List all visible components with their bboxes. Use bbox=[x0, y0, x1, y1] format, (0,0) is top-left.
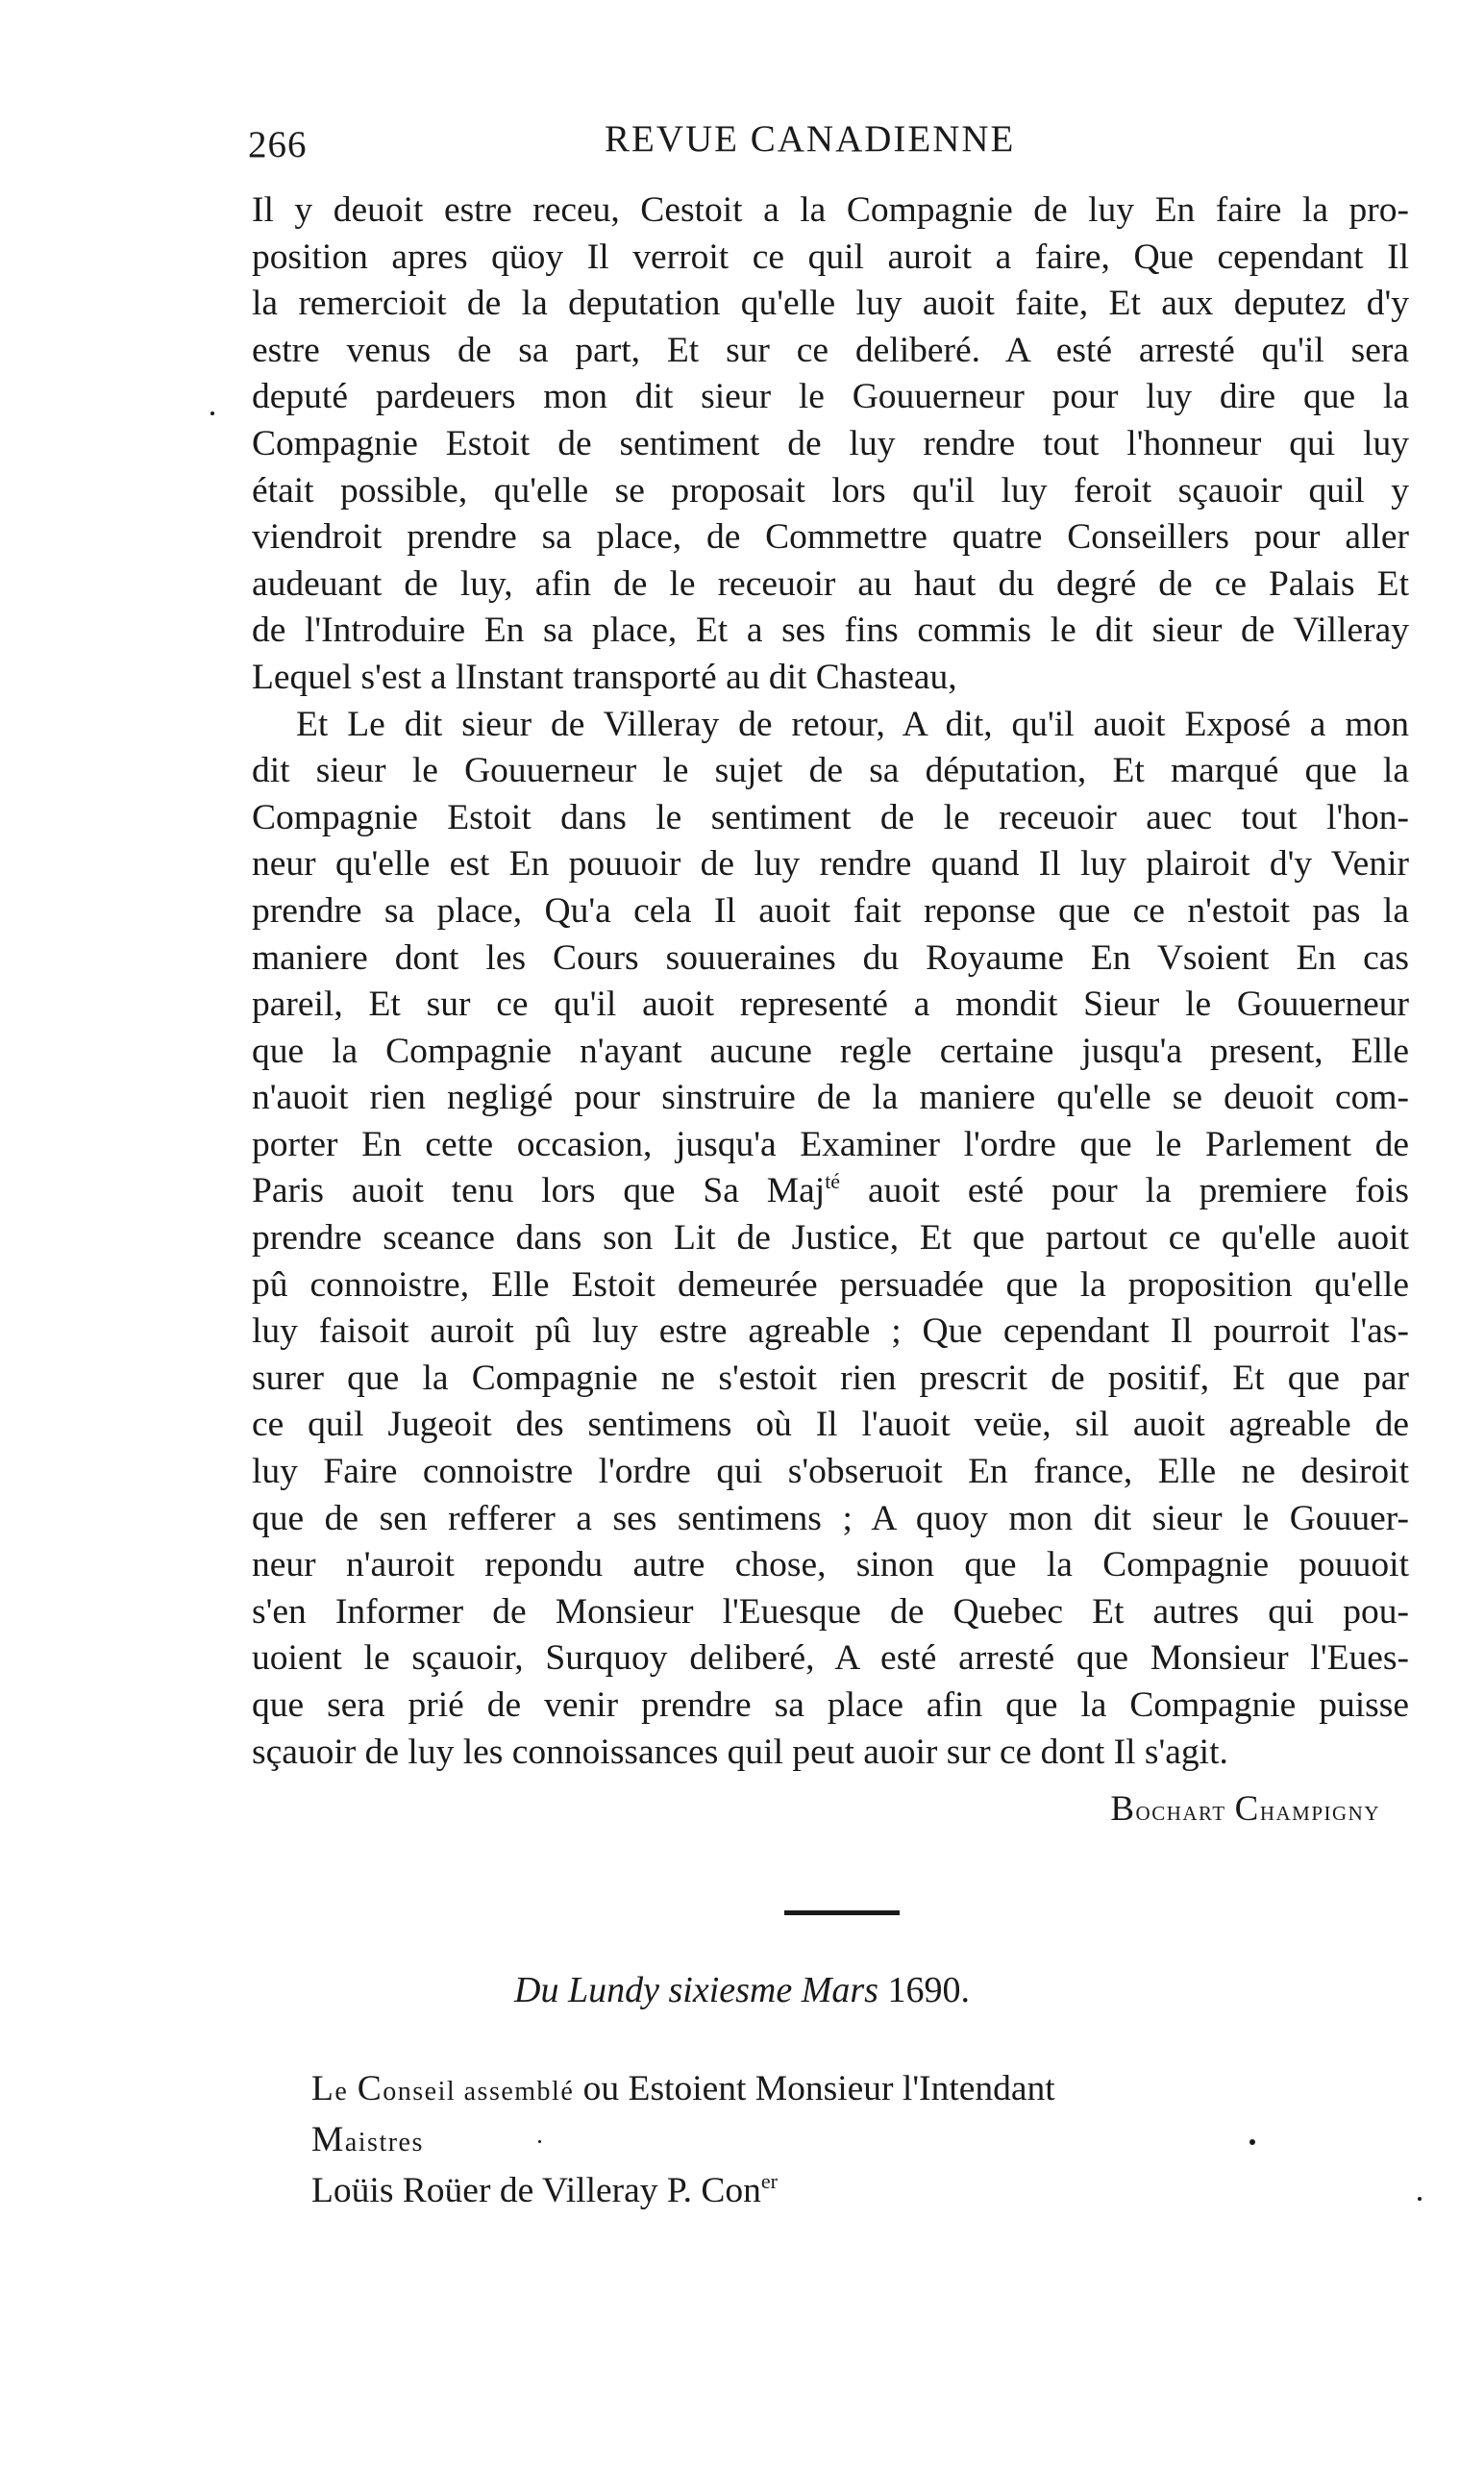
date-heading-year: 1690. bbox=[887, 1970, 970, 2010]
council-line-text: Loüis Roüer de Villeray P. Con bbox=[311, 2171, 761, 2210]
signature-text: hampigny bbox=[1259, 1795, 1380, 1827]
running-title: REVUE CANADIENNE bbox=[605, 118, 1016, 160]
council-line bbox=[311, 2167, 1055, 2215]
text-line: uoient le sçauoir, Surquoy deliberé, A esté arresté que Monsieur l'Eues- bbox=[252, 1638, 1409, 1679]
body-text bbox=[252, 187, 1409, 1776]
text-line: Lequel s'est a lInstant transporté au dit Chasteau, bbox=[252, 657, 957, 697]
text-line: maniere dont les Cours souueraines du Royaume En Vsoient En cas bbox=[252, 937, 1409, 978]
council-line bbox=[311, 2065, 1055, 2116]
signature bbox=[1110, 1788, 1380, 1830]
text-line: dit sieur le Gouuerneur le sujet de sa députation, Et marqué que la bbox=[252, 751, 1409, 791]
council-line bbox=[311, 2116, 1055, 2167]
text-line: pareil, Et sur ce qu'il auoit representé a mondit Sieur le Gouuerneur bbox=[252, 985, 1409, 1025]
small-caps-text: onseil assemblé bbox=[383, 2077, 575, 2107]
section-date-heading bbox=[0, 1969, 1484, 2011]
page-header bbox=[248, 117, 1401, 175]
text-line: n'auoit rien negligé pour sinstruire de la maniere qu'elle se deuoit com- bbox=[252, 1078, 1409, 1118]
line-segment: auoit esté pour la premiere fois bbox=[840, 1171, 1409, 1211]
text-line: neur qu'elle est En pouuoir de luy rendre quand Il luy plairoit d'y Venir bbox=[252, 844, 1409, 885]
page-number: 266 bbox=[248, 124, 308, 165]
text-line: la remercioit de la deputation qu'elle luy auoit faite, Et aux deputez d'y bbox=[252, 284, 1409, 324]
text-line: Compagnie Estoit de sentiment de luy rendre tout l'honneur qui luy bbox=[252, 423, 1409, 463]
text-line: viendroit prendre sa place, de Commettre quatre Conseillers pour aller bbox=[252, 517, 1409, 558]
text-line: audeuant de luy, afin de le receuoir au haut du degré de ce Palais Et bbox=[252, 563, 1409, 604]
small-caps-text: aistres bbox=[344, 2128, 424, 2157]
text-line: Il y deuoit estre receu, Cestoit a la Compagnie de luy En faire la pro- bbox=[252, 190, 1409, 230]
signature-initial: B bbox=[1110, 1789, 1136, 1829]
council-line-text: ou Estoient Monsieur l'Intendant bbox=[574, 2069, 1055, 2108]
text-line: prendre sceance dans son Lit de Justice, Et que partout ce qu'elle auoit bbox=[252, 1218, 1409, 1259]
small-caps-initial: C bbox=[357, 2069, 383, 2108]
paper-speck bbox=[1418, 2197, 1422, 2201]
superscript: er bbox=[760, 2169, 778, 2193]
paper-speck bbox=[1249, 2139, 1255, 2145]
text-line: pû connoistre, Elle Estoit demeurée persuadée que la proposition qu'elle bbox=[252, 1264, 1409, 1305]
text-line: position apres qüoy Il verroit ce quil auroit a faire, Que cependant Il bbox=[252, 237, 1409, 277]
text-line: luy faisoit auroit pû luy estre agreable ; Que cependant Il pourroit l'as- bbox=[252, 1311, 1409, 1352]
text-line: de l'Introduire En sa place, Et a ses fins commis le dit sieur de Villeray bbox=[252, 611, 1409, 651]
text-line: que de sen refferer a ses sentimens ; A quoy mon dit sieur le Gouuer- bbox=[252, 1498, 1409, 1538]
text-line: estre venus de sa part, Et sur ce deliberé. A esté arresté qu'il sera bbox=[252, 330, 1409, 370]
paper-speck bbox=[210, 412, 214, 415]
text-line: luy Faire connoistre l'ordre qui s'obseruoit En france, Elle ne desiroit bbox=[252, 1452, 1409, 1492]
text-line: prendre sa place, Qu'a cela Il auoit fait reponse que ce n'estoit pas la bbox=[252, 890, 1409, 931]
paper-speck bbox=[538, 2140, 541, 2143]
superscript: té bbox=[825, 1169, 841, 1194]
council-attendance bbox=[311, 2065, 1055, 2215]
text-line: deputé pardeuers mon dit sieur le Gouuerneur pour luy dire que la bbox=[252, 377, 1409, 417]
text-line: que sera prié de venir prendre sa place afin que la Compagnie puisse bbox=[252, 1685, 1409, 1725]
text-line: Compagnie Estoit dans le sentiment de le receuoir auec tout l'hon- bbox=[252, 797, 1409, 837]
text-line: surer que la Compagnie ne s'estoit rien prescrit de positif, Et que par bbox=[252, 1358, 1409, 1398]
signature-initial: C bbox=[1234, 1789, 1260, 1829]
small-caps-text: e bbox=[334, 2077, 349, 2107]
small-caps-initial: L bbox=[311, 2069, 335, 2108]
section-divider bbox=[784, 1910, 900, 1915]
date-heading-text: Du Lundy sixiesme Mars bbox=[514, 1970, 878, 2010]
text-line: était possible, qu'elle se proposait lors qu'il luy feroit sçauoir quil y bbox=[252, 470, 1409, 511]
text-line: porter En cette occasion, jusqu'a Examiner l'ordre que le Parlement de bbox=[252, 1124, 1409, 1164]
text-line: s'en Informer de Monsieur l'Euesque de Quebec Et autres qui pou- bbox=[252, 1591, 1409, 1632]
text-line: que la Compagnie n'ayant aucune regle certaine jusqu'a present, Elle bbox=[252, 1031, 1409, 1071]
text-line: neur n'auroit repondu autre chose, sinon que la Compagnie pouuoit bbox=[252, 1545, 1409, 1585]
text-line: sçauoir de luy les connoissances quil peut auoir sur ce dont Il s'agit. bbox=[252, 1732, 1228, 1772]
signature-text: ochart bbox=[1135, 1795, 1226, 1827]
line-segment: Paris auoit tenu lors que Sa Maj bbox=[252, 1171, 826, 1211]
paragraph-first-line: Et Le dit sieur de Villeray de retour, A dit, qu'il auoit Exposé a mon bbox=[296, 704, 1409, 744]
small-caps-initial: M bbox=[311, 2120, 345, 2159]
text-line-with-superscript bbox=[252, 1168, 1409, 1215]
text-line: ce quil Jugeoit des sentimens où Il l'auoit veüe, sil auoit agreable de bbox=[252, 1405, 1409, 1445]
